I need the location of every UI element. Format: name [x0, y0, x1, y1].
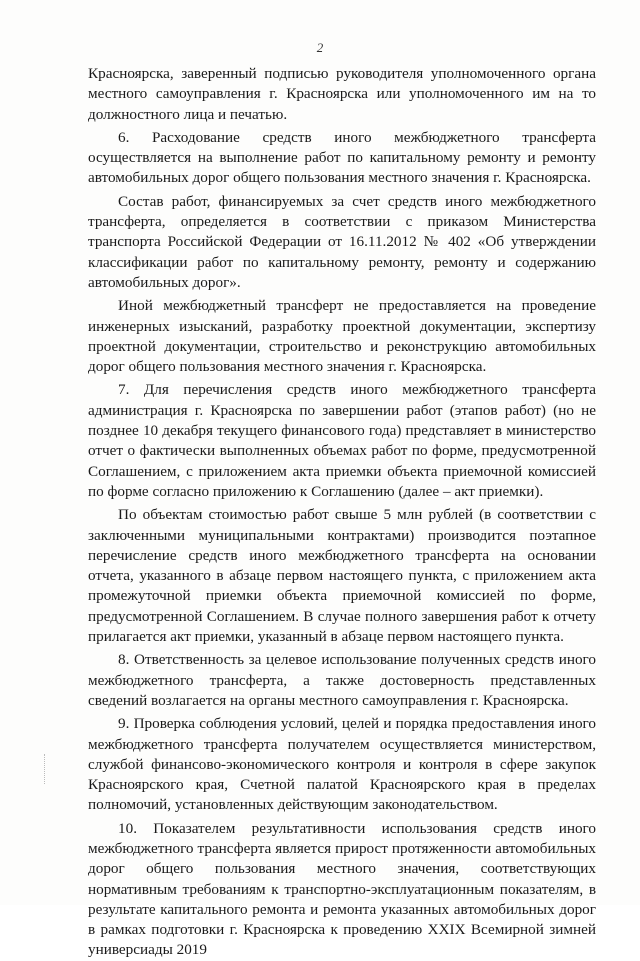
paragraph-continuation: Красноярска, заверенный подписью руководителя уполномоченного органа местного самоуправления г. Красноярска или уполномоченного им на то должностного лица и печатью. [88, 65, 596, 123]
paragraph-item-8: 8. Ответственность за целевое использование полученных средств иного межбюджетного трансферта, а также достоверность представленных сведений возлагается на органы местного самоуправления г. Красноярска. [88, 651, 596, 709]
paragraph-exclusions: Иной межбюджетный трансферт не предоставляется на проведение инженерных изысканий, разработку проектной документации, экспертизу проектной документации, строительство и реконструкцию автомобильных дорог общего пользования местного значения г. Красноярска. [88, 297, 596, 376]
paragraph-staged-transfer: По объектам стоимостью работ свыше 5 млн рублей (в соответствии с заключенными муниципальными контрактами) производится поэтапное перечисление средств иного межбюджетного трансферта на основании отчета, указанного в абзаце первом настоящего пункта, с приложением акта промежуточной приемки объекта приемочной комиссией по форме, предусмотренной Соглашением. В случае полного завершения работ к отчету прилагается акт приемки, указанный в абзаце первом настоящего пункта. [88, 506, 596, 646]
margin-scan-mark [44, 754, 46, 784]
document-body [88, 64, 596, 961]
paragraph-work-composition: Состав работ, финансируемых за счет средств иного межбюджетного трансферта, определяется в соответствии с приказом Министерства транспорта Российской Федерации от 16.11.2012 № 402 «Об утверждении классификации работ по капитальному ремонту, ремонту и содержанию автомобильных дорог». [88, 192, 596, 291]
paragraph-item-6: 6. Расходование средств иного межбюджетного трансферта осуществляется на выполнение работ по капитальному ремонту и ремонту автомобильных дорог общего пользования местного значения г. Красноярска. [88, 128, 596, 187]
paragraph-item-9: 9. Проверка соблюдения условий, целей и порядка предоставления иного межбюджетного трансферта получателем осуществляется министерством, службой финансово-экономического контроля и контроля в сфере закупок Красноярского края, Счетной палатой Красноярского края в пределах полномочий, установленных действующим законодательством. [88, 715, 596, 814]
paragraph-item-10: 10. Показателем результативности использования средств иного межбюджетного трансферта является прирост протяженности автомобильных дорог общего пользования местного значения, соответствующих нормативным требованиям к транспортно-эксплуатационным показателям, в результате капитального ремонта и ремонта указанных автомобильных дорог в рамках подготовки г. Красноярска к проведению XXIX Всемирной зимней универсиады 2019 [88, 819, 596, 959]
page-number: 2 [316, 40, 324, 55]
paragraph-item-7: 7. Для перечисления средств иного межбюджетного трансферта администрация г. Красноярска по завершении работ (этапов работ) (но не позднее 10 декабря текущего финансового года) представляет в министерство отчет о фактически выполненных объемах работ по форме, предусмотренной Соглашением, с приложением акта приемки объекта приемочной комиссией по форме согласно приложению к Соглашению (далее – акт приемки). [88, 381, 596, 500]
